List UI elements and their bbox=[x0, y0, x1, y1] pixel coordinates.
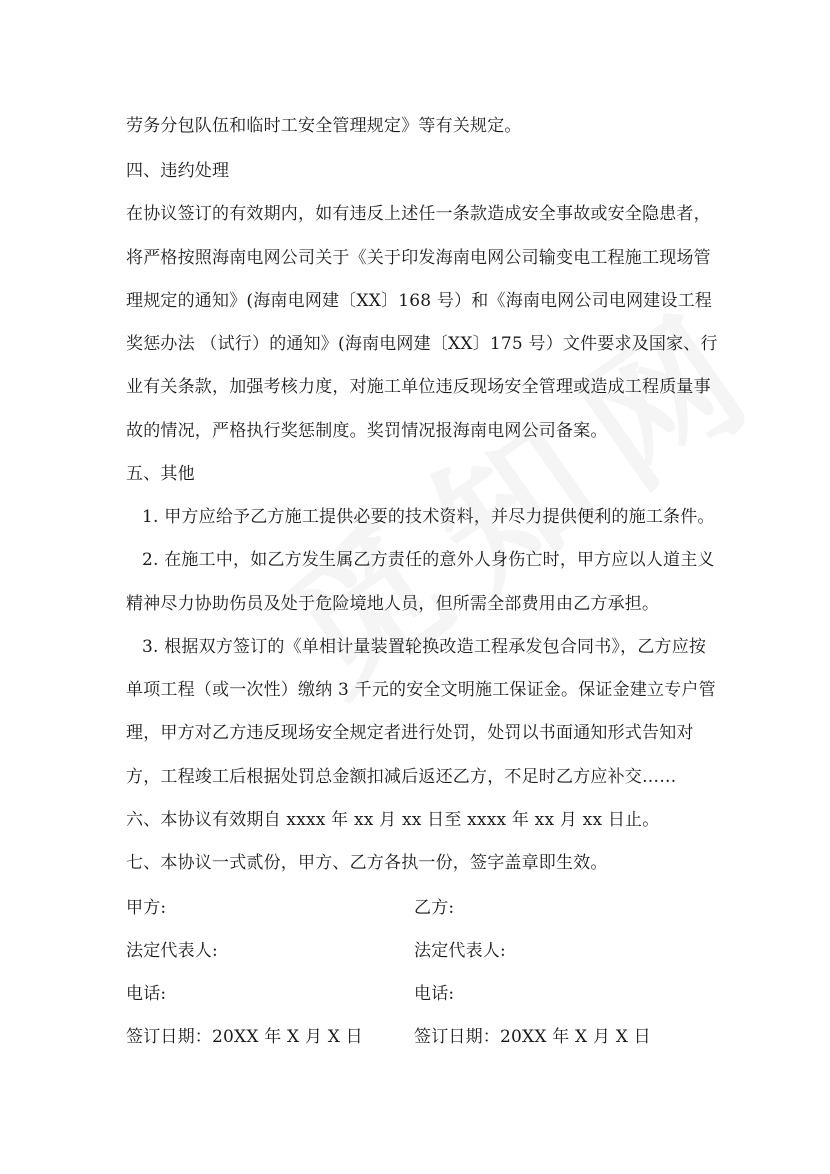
paragraph-line: 业有关条款，加强考核力度，对施工单位违反现场安全管理或造成工程质量事 bbox=[126, 377, 711, 397]
paragraph-line: 理，甲方对乙方违反现场安全规定者进行处罚，处罚以书面通知形式告知对 bbox=[126, 723, 694, 743]
paragraph-line: 方，工程竣工后根据处罚总金额扣减后返还乙方，不足时乙方应补交…… bbox=[126, 767, 677, 787]
party-b-date: 签订日期：20XX 年 X 月 X 日 bbox=[414, 1027, 651, 1047]
list-item-3: 3. 根据双方签订的《单相计量装置轮换改造工程承发包合同书》，乙方应按 bbox=[142, 637, 707, 657]
paragraph-line: 劳务分包队伍和临时工安全管理规定》等有关规定。 bbox=[126, 116, 522, 136]
paragraph-line: 将严格按照海南电网公司关于《关于印发海南电网公司输变电工程施工现场管 bbox=[126, 248, 711, 268]
section-heading-validity: 六、本协议有效期自 xxxx 年 xx 月 xx 日至 xxxx 年 xx 月 xx 日止。 bbox=[126, 810, 660, 830]
paragraph-line: 故的情况，严格执行奖惩制度。奖罚情况报海南电网公司备案。 bbox=[126, 421, 608, 441]
section-heading-other: 五、其他 bbox=[126, 464, 195, 484]
party-b-phone: 电话: bbox=[414, 984, 455, 1004]
paragraph-line: 奖惩办法 （试行）的通知》(海南电网建〔XX〕175 号）文件要求及国家、行 bbox=[126, 334, 718, 354]
list-item-2: 2. 在施工中，如乙方发生属乙方责任的意外人身伤亡时，甲方应以人道主义 bbox=[142, 550, 715, 570]
section-heading-violation: 四、违约处理 bbox=[126, 161, 230, 181]
paragraph-line: 理规定的通知》(海南电网建〔XX〕168 号）和《海南电网公司电网建设工程 bbox=[126, 291, 713, 311]
party-a-label: 甲方: bbox=[126, 898, 167, 918]
paragraph-line: 单项工程（或一次性）缴纳 3 千元的安全文明施工保证金。保证金建立专户管 bbox=[126, 680, 716, 700]
paragraph-line: 精神尽力协助伤员及处于危险境地人员，但所需全部费用由乙方承担。 bbox=[126, 594, 660, 614]
section-heading-copies: 七、本协议一式贰份，甲方、乙方各执一份，签字盖章即生效。 bbox=[126, 853, 608, 873]
party-a-representative: 法定代表人: bbox=[126, 941, 218, 961]
party-a-date: 签订日期：20XX 年 X 月 X 日 bbox=[126, 1027, 363, 1047]
party-b-label: 乙方: bbox=[414, 898, 455, 918]
party-b-representative: 法定代表人: bbox=[414, 941, 506, 961]
list-item-1: 1. 甲方应给予乙方施工提供必要的技术资料，并尽力提供便利的施工条件。 bbox=[142, 507, 715, 527]
party-a-phone: 电话: bbox=[126, 984, 167, 1004]
paragraph-line: 在协议签订的有效期内，如有违反上述任一条款造成安全事故或安全隐患者， bbox=[126, 204, 711, 224]
